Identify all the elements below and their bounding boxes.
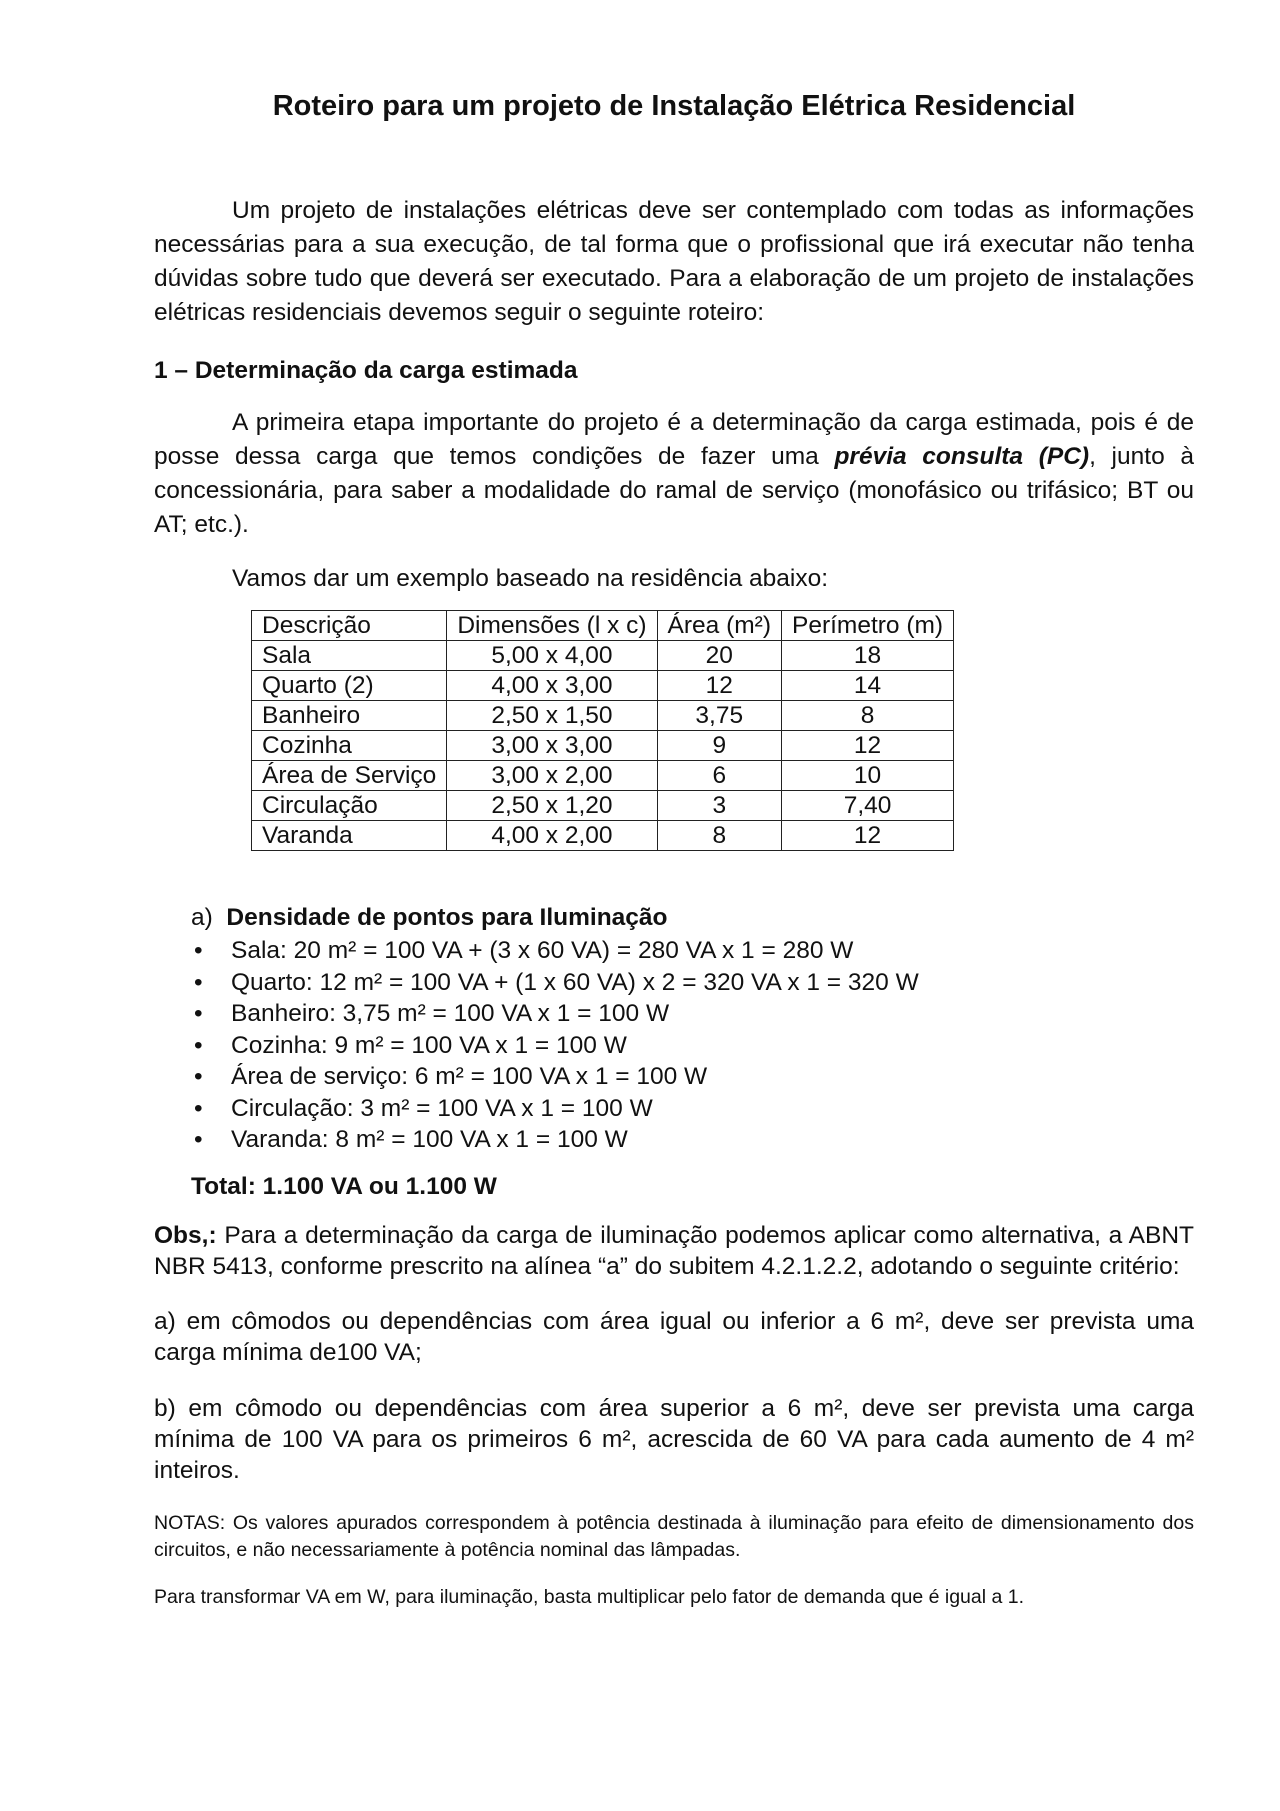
section-1-emphasis: prévia consulta (PC) — [834, 443, 1090, 470]
section-1-text-after: , junto à concessionária, para saber a modalidade do ramal de serviço (monofásico ou trifásico; BT ou AT; etc.). — [154, 443, 1194, 538]
table-row — [252, 671, 954, 701]
lighting-total: Total: 1.100 VA ou 1.100 W — [191, 1172, 497, 1200]
table-header-cell: Área (m²) — [657, 611, 781, 641]
rooms-table — [251, 610, 954, 851]
criterion-a: a) em cômodos ou dependências com área igual ou inferior a 6 m², deve ser prevista uma carga mínima de100 VA; — [154, 1308, 1194, 1366]
section-1-paragraph — [154, 406, 1194, 542]
table-cell: 6 — [657, 761, 781, 791]
lighting-list — [191, 935, 1194, 1156]
table-cell: 20 — [657, 641, 781, 671]
table-cell: 8 — [782, 701, 954, 731]
table-cell: 10 — [782, 761, 954, 791]
table-row — [252, 761, 954, 791]
table-cell: 14 — [782, 671, 954, 701]
bullet-icon: • — [194, 937, 203, 964]
list-item — [191, 1030, 1194, 1062]
table-cell: 3 — [657, 791, 781, 821]
table-cell: 2,50 x 1,20 — [447, 791, 657, 821]
lighting-label: a) — [191, 904, 213, 931]
table-cell: 4,00 x 2,00 — [447, 821, 657, 851]
list-item-text: Área de serviço: 6 m² = 100 VA x 1 = 100 W — [231, 1063, 708, 1090]
list-item-text: Cozinha: 9 m² = 100 VA x 1 = 100 W — [231, 1031, 627, 1059]
bullet-icon: • — [194, 968, 203, 996]
table-cell: 7,40 — [782, 791, 954, 821]
lighting-heading — [191, 901, 1194, 935]
bullet-icon: • — [194, 1031, 203, 1059]
obs-label: Obs,: — [154, 1221, 217, 1249]
criterion-b: b) em cômodo ou dependências com área superior a 6 m², deve ser prevista uma carga mínima de 100 VA para os primeiros 6 m², acrescida de 60 VA para cada aumento de 4 m² inteiros. — [154, 1394, 1194, 1484]
table-row — [252, 821, 954, 851]
table-cell: 3,00 x 2,00 — [447, 761, 657, 791]
table-cell: 3,00 x 3,00 — [447, 731, 657, 761]
list-item-text: Varanda: 8 m² = 100 VA x 1 = 100 W — [231, 1126, 628, 1153]
table-cell: Cozinha — [252, 731, 447, 761]
table-cell: 12 — [782, 731, 954, 761]
table-row — [252, 731, 954, 761]
table-cell: Área de Serviço — [252, 761, 447, 791]
table-cell: 3,75 — [657, 701, 781, 731]
bullet-icon: • — [194, 1126, 203, 1153]
table-cell: 12 — [657, 671, 781, 701]
bullet-icon: • — [194, 1063, 203, 1090]
obs-paragraph — [154, 1220, 1194, 1282]
table-cell: 9 — [657, 731, 781, 761]
table-row — [252, 701, 954, 731]
table-cell: Sala — [252, 641, 447, 671]
table-cell: 4,00 x 3,00 — [447, 671, 657, 701]
document-page — [154, 88, 1194, 1630]
table-cell: 2,50 x 1,50 — [447, 701, 657, 731]
lighting-heading-text: Densidade de pontos para Iluminação — [226, 904, 668, 931]
list-item-text: Quarto: 12 m² = 100 VA + (1 x 60 VA) x 2 = 320 VA x 1 = 320 W — [231, 968, 919, 996]
table-row — [252, 641, 954, 671]
bullet-icon: • — [194, 1000, 203, 1027]
table-row — [252, 791, 954, 821]
table-header-cell: Perímetro (m) — [782, 611, 954, 641]
final-note: Para transformar VA em W, para iluminação, basta multiplicar pelo fator de demanda que é igual a 1. — [154, 1585, 1025, 1608]
table-header-cell: Descrição — [252, 611, 447, 641]
list-item — [191, 935, 1194, 967]
list-item — [191, 1124, 1194, 1156]
table-cell: Circulação — [252, 791, 447, 821]
table-header-cell: Dimensões (l x c) — [447, 611, 657, 641]
table-cell: Varanda — [252, 821, 447, 851]
list-item — [191, 1061, 1194, 1093]
bullet-icon: • — [194, 1094, 203, 1122]
list-item-text: Sala: 20 m² = 100 VA + (3 x 60 VA) = 280 VA x 1 = 280 W — [231, 937, 854, 964]
obs-text: Para a determinação da carga de iluminação podemos aplicar como alternativa, a ABNT NBR 5413, conforme prescrito na alínea “a” do subitem 4.2.1.2.2, adotando o seguinte critério: — [154, 1221, 1194, 1280]
document-title: Roteiro para um projeto de Instalação Elétrica Residencial — [272, 90, 1076, 122]
list-item — [191, 1093, 1194, 1125]
table-cell: 12 — [782, 821, 954, 851]
intro-paragraph: Um projeto de instalações elétricas deve ser contemplado com todas as informações necessárias para a sua execução, de tal forma que o profissional que irá executar não tenha dúvidas sobre tudo que deverá ser executado. Para a elaboração de um projeto de instalações elétricas residenciais devemos seguir o seguinte roteiro: — [154, 197, 1194, 326]
table-cell: Quarto (2) — [252, 671, 447, 701]
notes-paragraph: NOTAS: Os valores apurados correspondem à potência destinada à iluminação para efeito de dimensionamento dos circuitos, e não necessariamente à potência nominal das lâmpadas. — [154, 1512, 1194, 1561]
section-1-heading: 1 – Determinação da carga estimada — [154, 357, 578, 384]
example-intro: Vamos dar um exemplo baseado na residência abaixo: — [232, 565, 829, 592]
section-1-text-before: A primeira etapa importante do projeto é a determinação da carga estimada, pois é de posse dessa carga que temos condições de fazer uma — [154, 409, 1194, 470]
table-header-row — [252, 611, 954, 641]
table-cell: 8 — [657, 821, 781, 851]
table-cell: 5,00 x 4,00 — [447, 641, 657, 671]
table-cell: 18 — [782, 641, 954, 671]
list-item — [191, 967, 1194, 999]
list-item-text: Circulação: 3 m² = 100 VA x 1 = 100 W — [231, 1094, 653, 1122]
list-item — [191, 998, 1194, 1030]
table-cell: Banheiro — [252, 701, 447, 731]
list-item-text: Banheiro: 3,75 m² = 100 VA x 1 = 100 W — [231, 1000, 670, 1027]
